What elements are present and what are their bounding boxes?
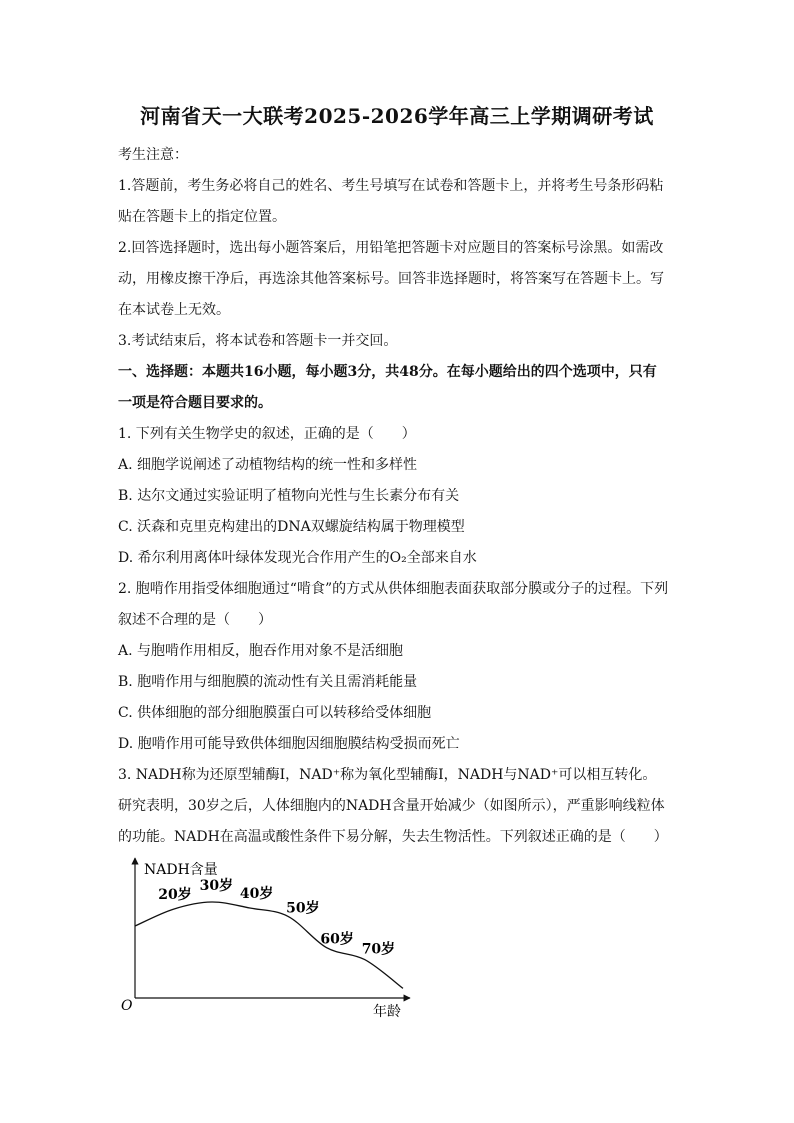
question-2-option-c: C. 供体细胞的部分细胞膜蛋白可以转移给受体细胞	[118, 705, 432, 721]
age-annotation: 60岁	[320, 931, 354, 948]
age-annotation: 20岁	[158, 887, 192, 904]
notice-item-2: 2.回答选择题时，选出每小题答案后，用铅笔把答题卡对应题目的答案标号涂黑。如需改动，用橡皮擦干净后，再选涂其他答案标号。回答非选择题时，将答案写在答题卡上。写在本试卷上无效。	[118, 240, 664, 318]
age-annotations	[158, 877, 395, 958]
question-1-option-d: D. 希尔利用离体叶绿体发现光合作用产生的O₂全部来自水	[118, 550, 477, 566]
y-axis-label: NADH含量	[144, 862, 218, 878]
section-heading: 一、选择题：本题共16小题，每小题3分，共48分。在每小题给出的四个选项中，只有一项是符合题目要求的。	[118, 364, 657, 411]
exam-body	[118, 140, 670, 853]
notice-item-1: 1.答题前，考生务必将自己的姓名、考生号填写在试卷和答题卡上，并将考生号条形码粘贴在答题卡上的指定位置。	[118, 178, 664, 225]
origin-label: O	[121, 998, 133, 1014]
nadh-chart	[118, 850, 418, 1025]
question-1-option-a: A. 细胞学说阐述了动植物结构的统一性和多样性	[118, 457, 418, 473]
notice-item-3: 3.考试结束后，将本试卷和答题卡一并交回。	[118, 333, 398, 349]
question-2-stem: 2. 胞啃作用指受体细胞通过“啃食”的方式从供体细胞表面获取部分膜或分子的过程。下列叙述不合理的是（ ）	[118, 581, 669, 628]
question-1-option-c: C. 沃森和克里克构建出的DNA双螺旋结构属于物理模型	[118, 519, 465, 535]
notice-heading: 考生注意：	[118, 147, 188, 163]
question-2-option-a: A. 与胞啃作用相反，胞吞作用对象不是活细胞	[118, 643, 404, 659]
question-2-option-d: D. 胞啃作用可能导致供体细胞因细胞膜结构受损而死亡	[118, 736, 460, 752]
age-annotation: 30岁	[199, 878, 234, 894]
age-annotation: 70岁	[361, 941, 396, 958]
age-annotation: 50岁	[286, 900, 320, 917]
question-1-stem: 1. 下列有关生物学史的叙述，正确的是（ ）	[118, 426, 416, 442]
question-3-stem: 3. NADH称为还原型辅酶Ⅰ，NAD⁺称为氧化型辅酶Ⅰ，NADH与NAD⁺可以相互转化。研究表明，30岁之后，人体细胞内的NADH含量开始减少（如图所示），严重影响线粒体的功能。NADH在高温或酸性条件下易分解，失去生物活性。下列叙述正确的是（ ）	[118, 767, 668, 845]
x-axis-label: 年龄	[373, 1004, 401, 1020]
question-2-option-b: B. 胞啃作用与细胞膜的流动性有关且需消耗能量	[118, 674, 418, 690]
question-1-option-b: B. 达尔文通过实验证明了植物向光性与生长素分布有关	[118, 488, 460, 504]
exam-title: 河南省天一大联考2025-2026学年高三上学期调研考试	[140, 104, 654, 128]
age-annotation: 40岁	[239, 886, 274, 902]
